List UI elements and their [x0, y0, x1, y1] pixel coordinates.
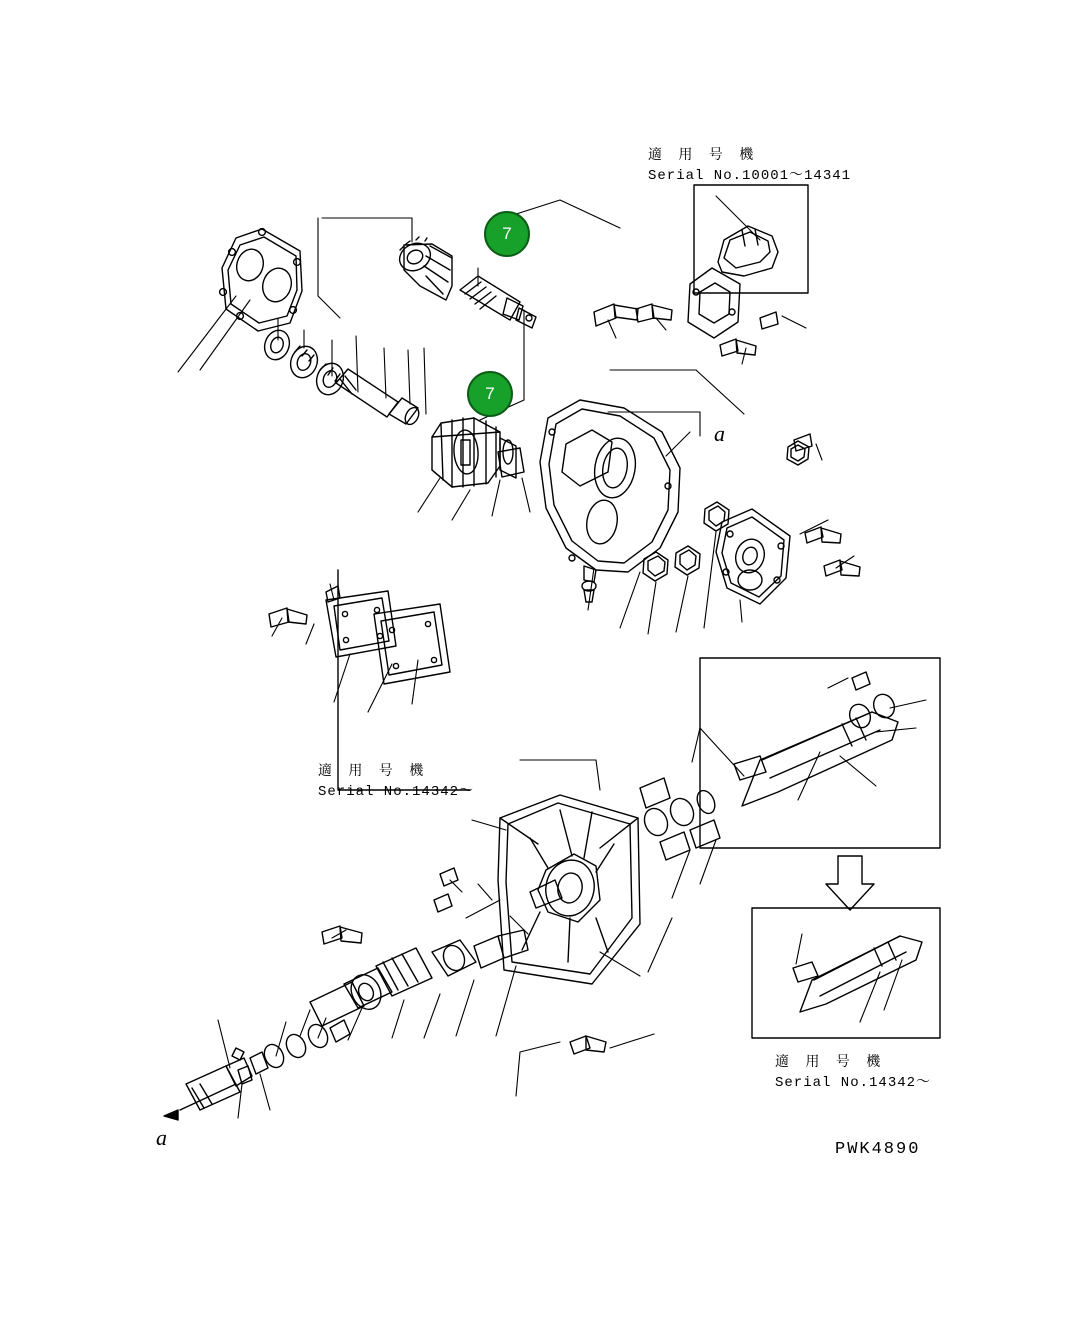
inset-box-shaft-detail-lower	[752, 908, 940, 1038]
part-splined-shaft-upper	[460, 276, 536, 328]
note-en-text: Serial No.10001～14341	[648, 168, 852, 185]
part-fasteners-case	[643, 502, 729, 581]
note-serial-14342-left	[318, 762, 474, 803]
note-serial-10001-14341	[648, 146, 851, 187]
part-bracket-upper-middle	[594, 268, 812, 451]
note-jp-text: 適 用 号 機	[775, 1055, 885, 1071]
part-cover-plate-right	[716, 509, 790, 604]
inset-box-serial-10001	[694, 185, 808, 293]
note-jp-text: 適 用 号 機	[318, 764, 428, 780]
callout-part-7-upper[interactable]	[484, 211, 530, 257]
section-letter-a-right: a	[714, 421, 725, 446]
part-hex-nuts-right	[787, 441, 809, 465]
callout-part-7-lower[interactable]	[467, 371, 513, 417]
drawing-code: PWK4890	[835, 1140, 921, 1159]
section-letter-a-bottom: a	[156, 1125, 167, 1150]
callout-label: 7	[485, 384, 495, 403]
part-fan-assembly	[498, 795, 640, 984]
part-bolts-right-cover	[805, 527, 860, 576]
part-plate-group-lower-left	[269, 586, 450, 684]
note-en-text: Serial No.14342～	[775, 1075, 932, 1092]
inset-flow-arrow	[826, 856, 874, 910]
callout-label: 7	[502, 224, 512, 243]
part-cover-plate-upper-left	[220, 229, 302, 331]
part-bevel-gear-upper	[395, 237, 452, 300]
note-en-text: Serial No.14342～	[318, 784, 475, 801]
note-jp-text: 適 用 号 機	[648, 148, 758, 164]
part-transmission-case	[540, 400, 680, 602]
note-serial-14342-right	[775, 1053, 931, 1094]
inset-box-shaft-detail-upper	[640, 658, 940, 860]
